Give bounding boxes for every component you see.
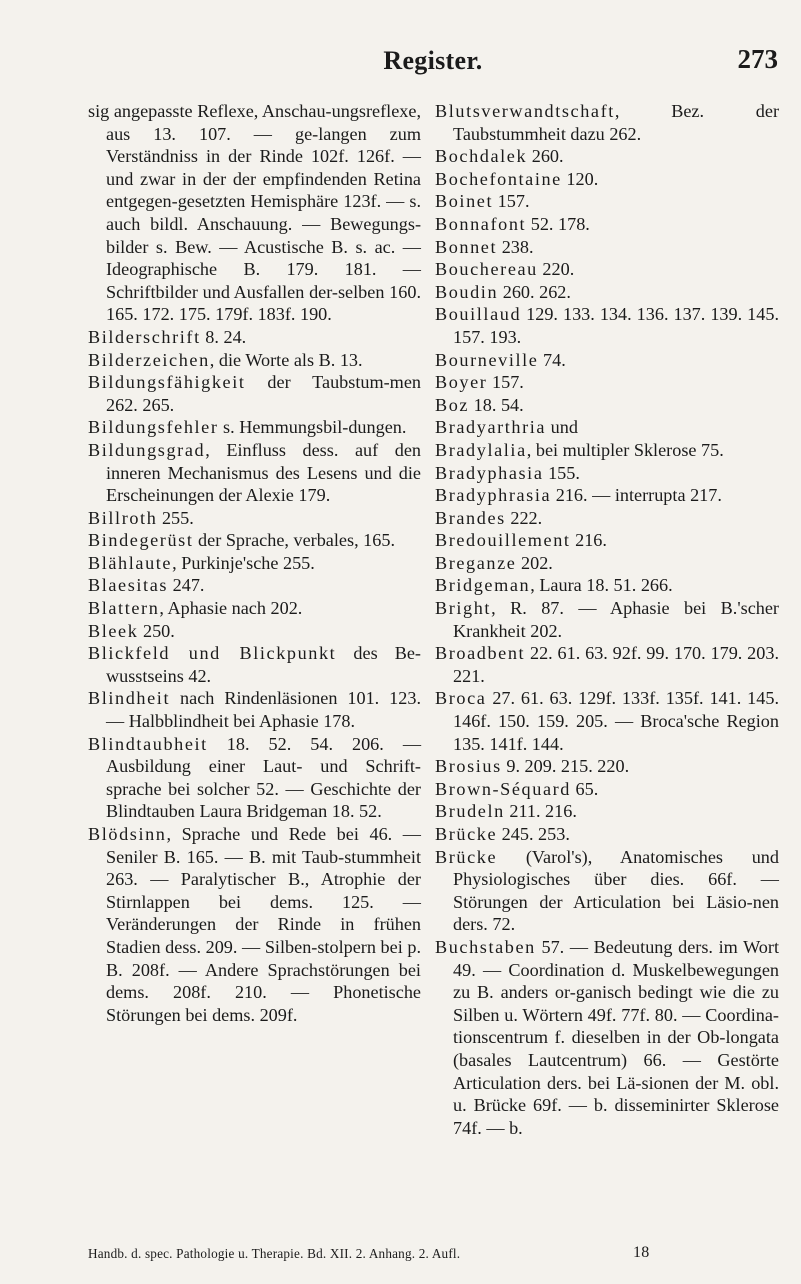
index-entry: Blödsinn, Sprache und Rede bei 46. — Seniler B. 165. — B. mit Taub-stummheit 263. — Paralytischer B., Atrophie der Stirnlappen bei dems. 125. — Veränderungen der Rinde in frühen Stadien dess. 209. — Silben-stolpern bei p. B. 208f. — Andere Sprachstörungen bei dems. 208f. 210. — Phonetische Störungen bei dems. 209f. xyxy=(88,824,421,1025)
index-entry: Bonnet 238. xyxy=(435,236,534,257)
index-entry: Blählaute, Purkinje'sche 255. xyxy=(88,552,315,573)
index-entry: Bildungsfähigkeit der Taubstum-men 262. 265. xyxy=(88,372,421,415)
index-entry: Blickfeld und Blickpunkt des Be-wusstseins 42. xyxy=(88,643,421,686)
index-entry: Boudin 260. 262. xyxy=(435,281,571,302)
index-entry: Bildungsgrad, Einfluss dess. auf den inneren Mechanismus des Lesens und die Erscheinungen der Alexie 179. xyxy=(88,439,421,506)
index-entry: Bradylalia, bei multipler Sklerose 75. xyxy=(435,439,724,460)
index-entry: Brandes 222. xyxy=(435,507,543,528)
index-entry: Buchstaben 57. — Bedeutung ders. im Wort 49. — Coordination d. Muskelbewegungen zu B. anders or-ganisch bedingt wie die zu Silben u. Wörtern 49f. 77f. 80. — Coordina-tionscentrum f. dieselben in der Ob-longata (basales Lautcentrum) 66. — Gestörte Articulation ders. bei Lä-sionen der M. obl. u. Brücke 69f. — b. disseminirter Sklerose 74f. — b. xyxy=(435,936,779,1138)
index-entry: Bourneville 74. xyxy=(435,349,566,370)
index-entry: sig angepasste Reflexe, Anschau-ungsreflexe, aus 13. 107. — ge-langen zum Verständniss in der Rinde 102f. 126f. — und zwar in der der empfindenden Retina entgegen-gesetzten Hemisphäre 123f. — s. auch bildl. Anschauung. — Bewegungs-bilder s. Bew. — Acustische B. s. ac. — Ideographische B. 179. 181. — Schriftbilder und Ausfallen der-selben 160. 165. 172. 175. 179f. 183f. 190. xyxy=(88,101,421,325)
index-entry: Bredouillement 216. xyxy=(435,530,607,551)
footer-citation: Handb. d. spec. Pathologie u. Therapie. Bd. XII. 2. Anhang. 2. Aufl. xyxy=(88,1246,461,1261)
page-number: 273 xyxy=(737,44,778,74)
index-entry: Bouillaud 129. 133. 134. 136. 137. 139. 145. 157. 193. xyxy=(435,304,779,347)
index-entry: Brown-Séquard 65. xyxy=(435,778,599,799)
index-entry: Blindheit nach Rindenläsionen 101. 123. — Halbblindheit bei Aphasie 178. xyxy=(88,688,421,732)
index-entry: Brosius 9. 209. 215. 220. xyxy=(435,756,630,777)
index-entry: Bradyarthria und xyxy=(435,417,578,438)
index-entry: Bonnafont 52. 178. xyxy=(435,213,590,234)
index-entry: Boinet 157. xyxy=(435,191,530,212)
index-entry: Bradyphasia 155. xyxy=(435,462,580,483)
index-entry: Blattern, Aphasie nach 202. xyxy=(88,598,303,619)
left-column xyxy=(88,100,421,1026)
page-title: Register. xyxy=(383,46,483,75)
index-entry: Bindegerüst der Sprache, verbales, 165. xyxy=(88,530,396,551)
index-entry: Bradyphrasia 216. — interrupta 217. xyxy=(435,485,722,506)
index-entry: Bochdalek 260. xyxy=(435,146,564,167)
index-entry: Bouchereau 220. xyxy=(435,259,575,280)
page-header xyxy=(88,42,778,82)
index-entry: Brücke (Varol's), Anatomisches und Physiologisches über dies. 66f. — Störungen der Articulation bei Läsio-nen ders. 72. xyxy=(435,846,779,935)
index-entry: Bright, R. 87. — Aphasie bei B.'scher Krankheit 202. xyxy=(435,598,779,641)
right-column xyxy=(435,100,779,1139)
index-entry: Brücke 245. 253. xyxy=(435,824,570,844)
index-entry: Breganze 202. xyxy=(435,552,553,573)
signature-mark: 18 xyxy=(633,1244,650,1261)
page-footer xyxy=(88,1246,688,1262)
index-entry: Blutsverwandtschaft, Bez. der Taubstummheit dazu 262. xyxy=(435,101,779,144)
index-entry: Bochefontaine 120. xyxy=(435,168,599,189)
index-entry: Boyer 157. xyxy=(435,372,524,393)
index-entry: Boz 18. 54. xyxy=(435,394,524,415)
index-entry: Broca 27. 61. 63. 129f. 133f. 135f. 141. 145. 146f. 150. 159. 205. — Broca'sche Region 135. 141f. 144. xyxy=(435,688,779,754)
index-entry: Brudeln 211. 216. xyxy=(435,801,577,822)
index-entry: Bilderschrift 8. 24. xyxy=(88,326,247,347)
index-entry: Bilderzeichen, die Worte als B. 13. xyxy=(88,349,363,370)
index-entry: Bridgeman, Laura 18. 51. 266. xyxy=(435,575,673,596)
index-entry: Broadbent 22. 61. 63. 92f. 99. 170. 179. 203. 221. xyxy=(435,643,779,686)
index-entry: Billroth 255. xyxy=(88,507,194,528)
index-entry: Bildungsfehler s. Hemmungsbil-dungen. xyxy=(88,417,407,438)
index-entry: Blaesitas 247. xyxy=(88,575,205,596)
index-entry: Blindtaubheit 18. 52. 54. 206. — Ausbildung einer Laut- und Schrift-sprache bei solcher 52. — Geschichte der Blindtauben Laura Bridgeman 18. 52. xyxy=(88,733,421,822)
index-entry: Bleek 250. xyxy=(88,620,175,641)
